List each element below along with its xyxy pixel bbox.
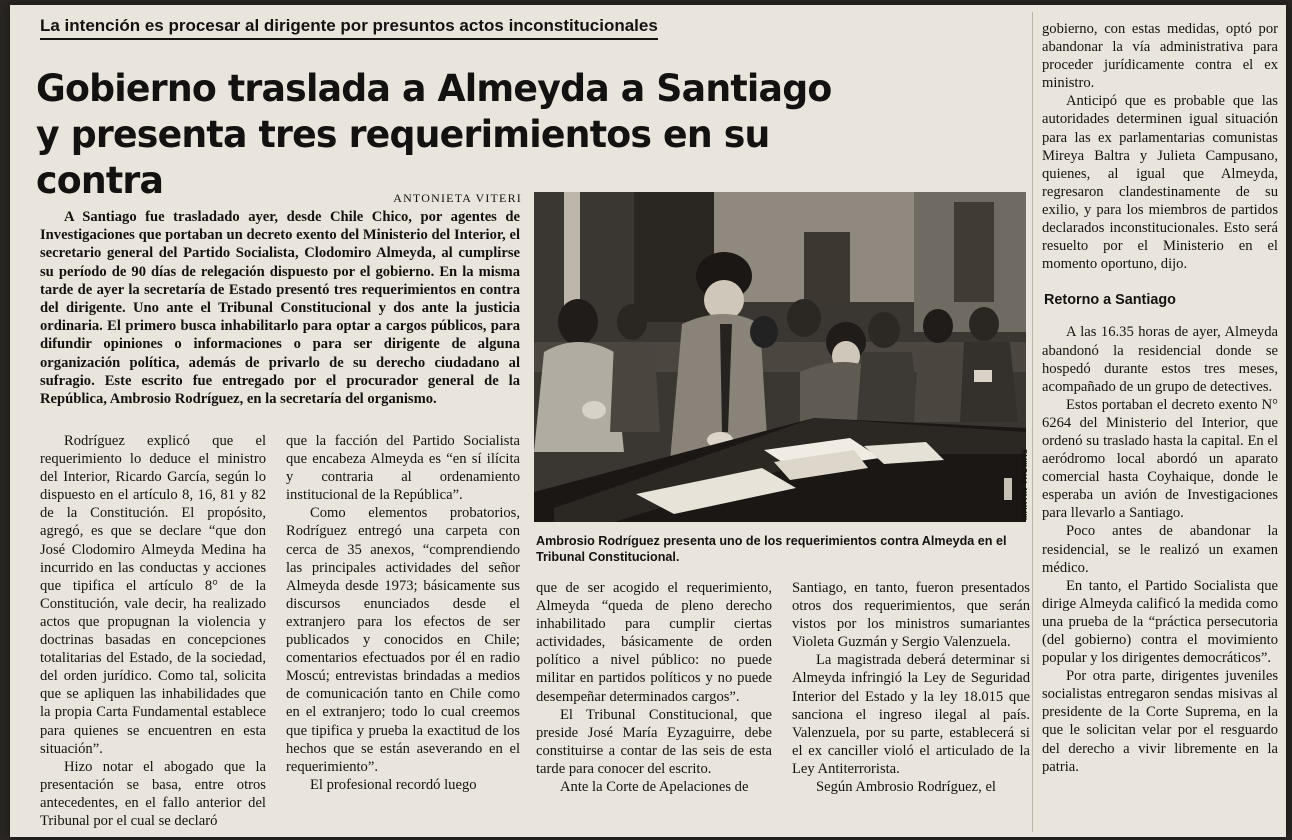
photo-credit: MARTIN THOMAS — [1020, 448, 1029, 520]
body-column-5 — [1042, 20, 1278, 832]
body-column-1 — [40, 432, 266, 830]
photo-caption: Ambrosio Rodríguez presenta uno de los requerimientos contra Almeyda en el Tribunal Constitucional. — [536, 534, 1007, 564]
paragraph: A las 16.35 horas de ayer, Almeyda abandonó la residencial donde se hospedó durante estos tres meses, acompañado de un grupo de detectives. — [1042, 324, 1278, 395]
paragraph: Rodríguez explicó que el requerimiento lo deduce el ministro del Interior, Ricardo García, según lo dispuesto en el artículo 8, 16, 81 y 82 de la Constitución. El propósito, agregó, es que se declare “que don José Clodomiro Almeyda Medina ha incurrido en las conductas y acciones que tipifica el artículo 8° de la Constitución, vale decir, ha realizado actos que propugnan la violencia y doctrinas basadas en concepciones totalitarias del Estado, de la sociedad, del orden jurídico. Como tal, solicita que se apliquen las inhabilidades que la propia Carta Fundamental establece para quienes se encuentren en esta situación”. — [40, 433, 266, 757]
paragraph: Estos portaban el decreto exento N° 6264 del Ministerio del Interior, que ordenó su traslado hasta la capital. En el aeródromo local abordó un aparato comercial hasta Coyhaique, donde le esperaba un avión de Investigaciones para llevarlo a Santiago. — [1042, 396, 1278, 522]
paragraph: En tanto, el Partido Socialista que dirige Almeyda calificó la medida como una prueba de la “práctica persecutoria (del gobierno) contra el movimiento popular y los dirigentes democráticos”. — [1042, 577, 1278, 667]
paragraph: Por otra parte, dirigentes juveniles socialistas entregaron sendas misivas al presidente de la Corte Suprema, en la que le solicitan velar por el resguardo del derecho a vivir libremente en la patria. — [1042, 668, 1278, 775]
subheading: Retorno a Santiago — [1044, 292, 1176, 309]
paragraph: Según Ambrosio Rodríguez, el — [816, 779, 996, 796]
kicker: La intención es procesar al dirigente por presuntos actos inconstitucionales — [40, 16, 658, 40]
paragraph: La magistrada deberá determinar si Almeyda infringió la Ley de Seguridad Interior del Estado y la ley 18.015 que sanciona el ingreso ilegal al país. Valenzuela, por su parte, establecerá si el ex canciller violó el articulado de la Ley Antiterrorista. — [792, 652, 1030, 777]
paragraph: Anticipó que es probable que las autoridades determinen igual situación para las ex parlamentarias comunistas Mireya Baltra y Julieta Campusano, quienes, al igual que Almeyda, regresaron clandestinamente de su exilio, y para los miembros de partidos declarados inconstitucionales. Esto será resuelto por el Ministerio en el momento oportuno, dijo. — [1042, 93, 1278, 273]
paragraph: Ante la Corte de Apelaciones de — [560, 779, 749, 796]
paragraph: El Tribunal Constitucional, que preside José María Eyzaguirre, debe constituirse a contar de las seis de esta tarde para conocer del escrito. — [536, 706, 772, 777]
byline: ANTONIETA VITERI — [393, 191, 522, 205]
lede-paragraph: A Santiago fue trasladado ayer, desde Chile Chico, por agentes de Investigaciones que portaban un decreto exento del Ministerio del Interior, el secretario general del Partido Socialista, Clodomiro Almeyda, al cumplirse su período de 90 días de relegación dispuesto por el gobierno. En la misma tarde de ayer la secretaría de Estado presentó tres requerimientos en contra del dirigente. Uno ante el Tribunal Constitucional y dos ante la justicia ordinaria. El primero busca inhabilitarlo para optar a cargos públicos, para difundir opiniones o informaciones o para ser dirigente de alguna organización política, además de privarlo de su derecho ciudadano al sufragio. Este escrito fue entregado por el procurador general de la República, Ambrosio Rodríguez, en la secretaría del organismo. — [40, 209, 520, 408]
body-column-2 — [286, 432, 520, 830]
paragraph: Santiago, en tanto, fueron presentados otros dos requerimientos, que serán vistos por los ministros sumariantes Violeta Guzmán y Sergio Valenzuela. — [792, 580, 1030, 651]
paragraph: Poco antes de abandonar la residencial, se le realizó un examen médico. — [1042, 523, 1278, 576]
column-divider — [1032, 12, 1033, 832]
paragraph: que de ser acogido el requerimiento, Almeyda “queda de pleno derecho inhabilitado para cumplir ciertas actividades, básicamente de orden político a nivel público: no puede militar en partidos políticos y no puede desempeñar determinados cargos”. — [536, 580, 772, 705]
paragraph: que la facción del Partido Socialista que encabeza Almeyda es “en sí ilícita y contraria al ordenamiento institucional de la República”. — [286, 433, 520, 504]
paragraph: gobierno, con estas medidas, optó por abandonar la vía administrativa para proceder jurídicamente contra el ex ministro. — [1042, 21, 1278, 92]
paragraph: Como elementos probatorios, Rodríguez entregó una carpeta con cerca de 35 anexos, “comprendiendo las principales actividades del señor Almeyda desde 1973; básicamente sus discursos enunciados desde el extranjero para los efectos de ser publicados y conocidos en Chile; comentarios efectuados por él en radio Moscú; entrevistas brindadas a medios de comunicación tanto en Chile como en el extranjero; todo lo cual creemos que tipifica y prueba la exactitud de los hechos que se están aseverando en el requerimiento”. — [286, 505, 520, 775]
headline: Gobierno traslada a Almeyda a Santiago y presenta tres requerimientos en su contra — [36, 67, 832, 202]
photo-illustration — [534, 192, 1026, 522]
body-column-4 — [792, 579, 1030, 830]
body-column-3 — [536, 579, 772, 830]
paragraph: El profesional recordó luego — [310, 776, 477, 793]
paragraph: Hizo notar el abogado que la presentación se basa, entre otros antecedentes, en el fallo anterior del Tribunal por el cual se declaró — [40, 758, 266, 829]
news-photo — [534, 192, 1026, 522]
